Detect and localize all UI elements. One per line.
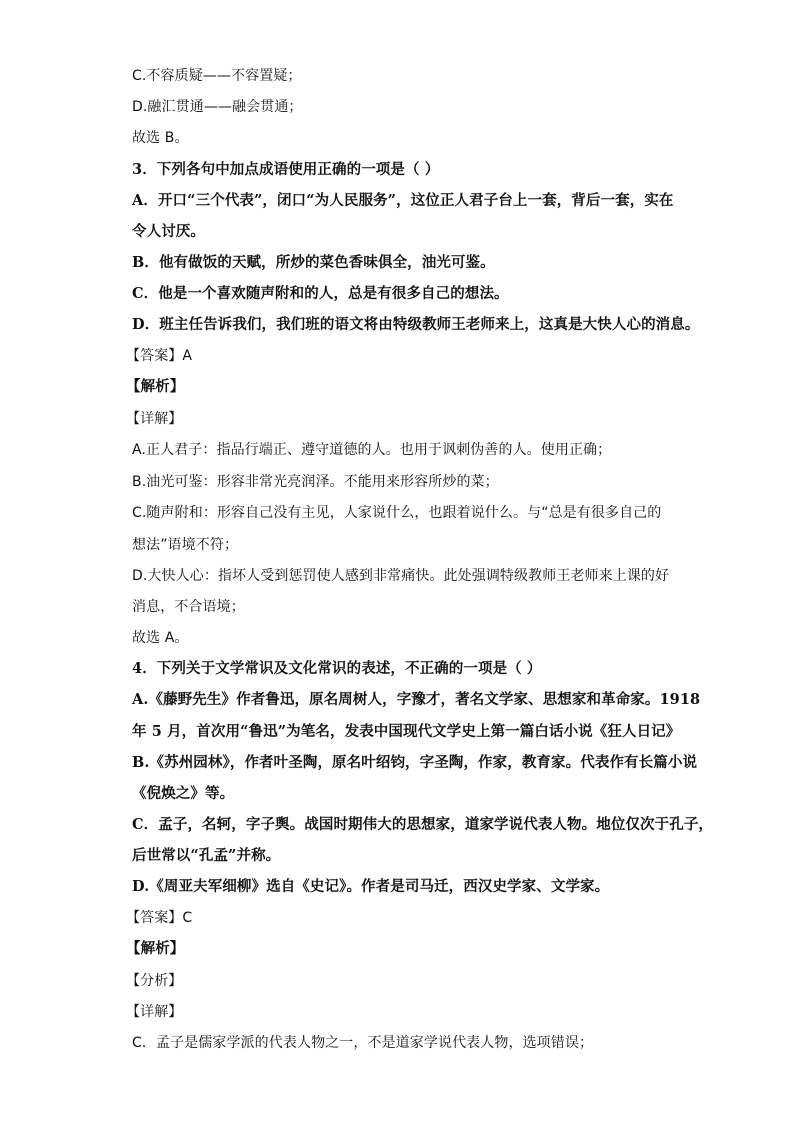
analysis-heading: 【解析】 — [126, 378, 185, 395]
question-option: 令人讨厌。 — [132, 223, 205, 240]
text-line: 故选 A。 — [132, 630, 189, 646]
question-option: C．孟子，名轲，字子舆。战国时期伟大的思想家，道家学说代表人物。地位仅次于孔子， — [132, 816, 714, 833]
question-title: 3．下列各句中加点成语使用正确的一项是（ ） — [132, 161, 440, 178]
question-option: D.《周亚夫军细柳》选自《史记》。作者是司马迁，西汉史学家、文学家。 — [132, 878, 610, 895]
question-option: 《倪焕之》等。 — [132, 785, 235, 802]
text-line: B.油光可鉴：形容非常光亮润泽。不能用来形容所炒的菜； — [132, 474, 499, 490]
question-option: A．开口“三个代表”，闭口“为人民服务”，这位正人君子台上一套，背后一套，实在 — [132, 192, 674, 209]
answer-label: 【答案】C — [126, 910, 193, 926]
text-line: 消息，不合语境； — [132, 599, 245, 615]
detail-heading: 【详解】 — [126, 411, 183, 427]
question-title: 4．下列关于文学常识及文化常识的表述，不正确的一项是（ ） — [132, 660, 542, 677]
analysis-subheading: 【分析】 — [126, 973, 183, 989]
question-option: A.《藤野先生》作者鲁迅，原名周树人，字豫才，著名文学家、思想家和革命家。1918 — [132, 691, 701, 708]
question-option: B.《苏州园林》，作者叶圣陶，原名叶绍钧，字圣陶，作家，教育家。代表作有长篇小说 — [132, 754, 698, 771]
text-line: 想法”语境不符； — [132, 537, 239, 553]
analysis-heading: 【解析】 — [126, 940, 185, 957]
question-option: 后世常以“孔孟”并称。 — [132, 847, 281, 864]
text-line: 故选 B。 — [132, 130, 189, 146]
text-line: C．孟子是儒家学派的代表人物之一，不是道家学说代表人物，选项错误； — [132, 1035, 594, 1051]
text-line: C.不容质疑——不容置疑； — [132, 68, 302, 84]
text-line: D.融汇贯通——融会贯通； — [132, 99, 303, 115]
text-line: A.正人君子：指品行端正、遵守道德的人。也用于讽刺伪善的人。使用正确； — [132, 442, 612, 458]
question-option: D．班主任告诉我们，我们班的语文将由特级教师王老师来上，这真是大快人心的消息。 — [132, 316, 700, 333]
question-option: B．他有做饭的天赋，所炒的菜色香味俱全，油光可鉴。 — [132, 254, 495, 271]
answer-label: 【答案】A — [126, 348, 193, 364]
question-option: C．他是一个喜欢随声附和的人，总是有很多自己的想法。 — [132, 285, 509, 302]
text-line: C.随声附和：形容自己没有主见，人家说什么，也跟着说什么。与“总是有很多自己的 — [132, 505, 662, 521]
question-option: 年 5 月，首次用“鲁迅”为笔名，发表中国现代文学史上第一篇白话小说《狂人日记》 — [132, 723, 681, 740]
detail-heading: 【详解】 — [126, 1004, 183, 1020]
text-line: D.大快人心：指坏人受到惩罚使人感到非常痛快。此处强调特级教师王老师来上课的好 — [132, 568, 670, 584]
